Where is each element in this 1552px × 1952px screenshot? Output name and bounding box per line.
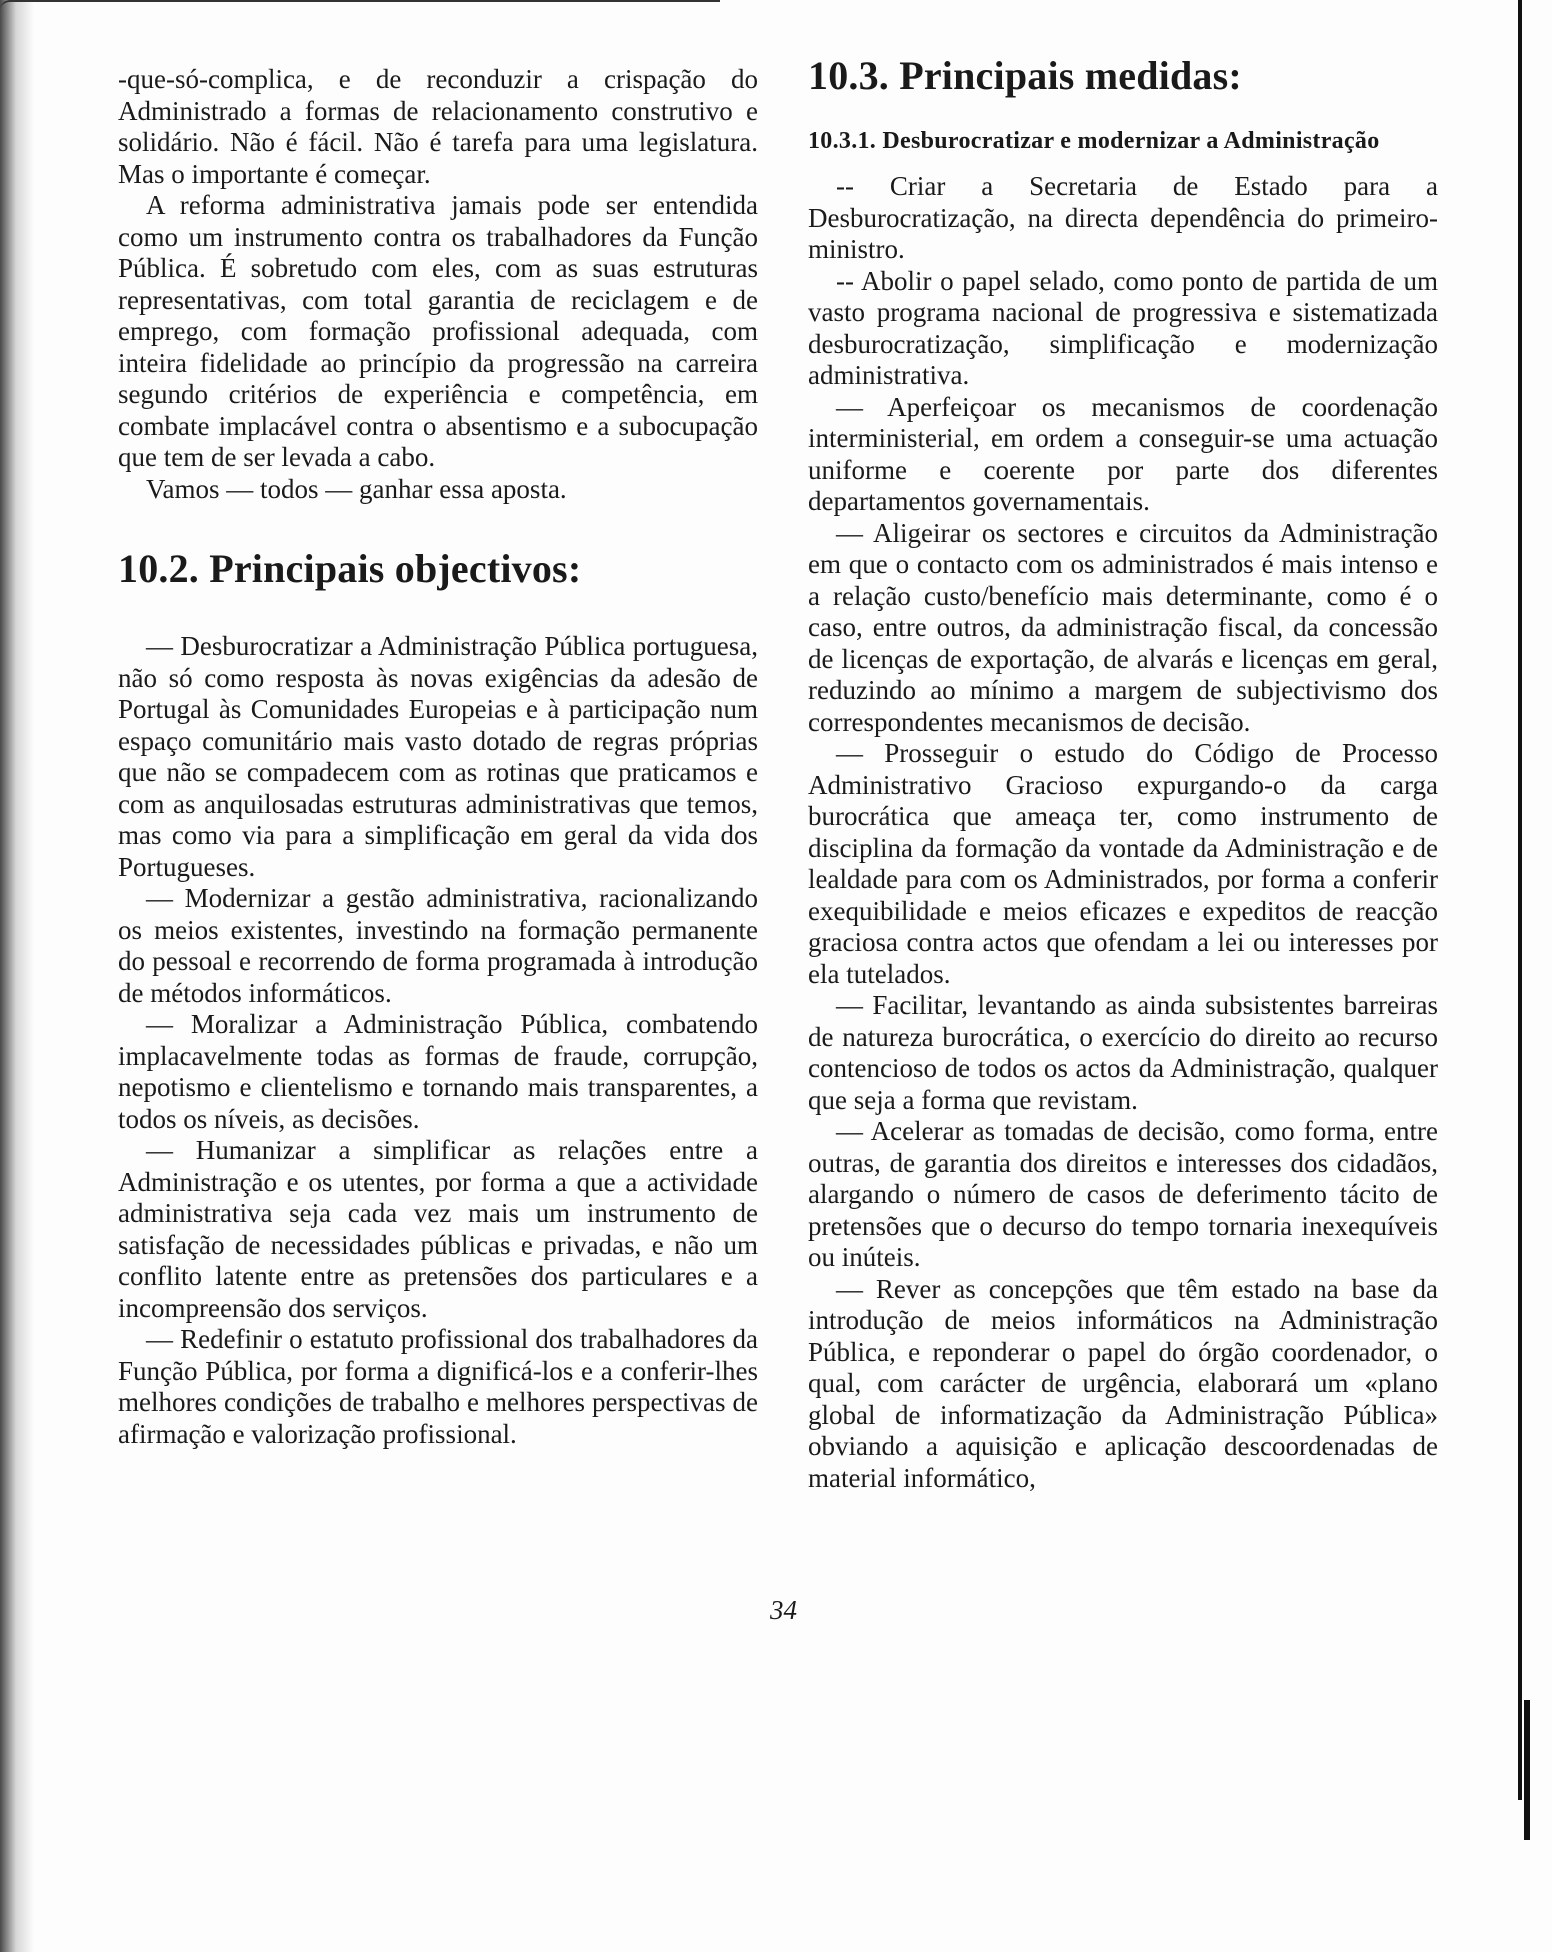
measure-item: — Aligeirar os sectores e circuitos da Administração em que o contacto com os administrados é mais intenso e a relação custo/benefício mais determinante, como é o caso, entre outros, da administração fiscal, da concessão de licenças de exportação, de alvarás e licenças em geral, reduzindo ao mínimo a margem de subjectivismo dos correspondentes mecanismos de decisão. (808, 517, 1438, 737)
scan-right-edge-line (1518, 0, 1522, 1800)
right-column (808, 52, 1438, 1494)
measure-item: -- Abolir o papel selado, como ponto de partida de um vasto programa nacional de progressiva e sistematizada desburocratização, simplificação e modernização administrativa. (808, 265, 1438, 390)
section-heading-measures: 10.3. Principais medidas: (808, 53, 1242, 98)
scan-right-edge-mark (1524, 1700, 1530, 1840)
objective-item: — Redefinir o estatuto profissional dos trabalhadores da Função Pública, por forma a dignificá-los e a conferir-lhes melhores condições de trabalho e melhores perspectivas de afirmação e valorização profissional. (118, 1324, 758, 1449)
scan-left-edge-shadow (0, 0, 34, 1952)
measure-item: — Rever as concepções que têm estado na base da introdução de meios informáticos na Administração Pública, e reponderar o papel do órgão coordenador, o qual, com carácter de urgência, elaborará um «plano global de informatização da Administração Pública» obviando a aquisição e aplicação descoordenadas de material informático, (808, 1273, 1438, 1493)
measure-item: — Facilitar, levantando as ainda subsistentes barreiras de natureza burocrática, o exercício do direito ao recurso contencioso de todos os actos da Administração, qualquer que seja a forma que revistam. (808, 990, 1438, 1115)
scan-top-edge (0, 0, 720, 10)
measure-item: — Aperfeiçoar os mecanismos de coordenação interministerial, em ordem a conseguir-se uma actuação uniforme e coerente por parte dos diferentes departamentos governamentais. (808, 391, 1438, 516)
objective-item: — Humanizar a simplificar as relações entre a Administração e os utentes, por forma a que a actividade administrativa seja cada vez mais um instrumento de satisfação de necessidades públicas e privadas, e não um conflito latente entre as pretensões dos particulares e a incompreensão dos serviços. (118, 1135, 758, 1323)
measure-item: -- Criar a Secretaria de Estado para a Desburocratização, na directa dependência do primeiro-ministro. (808, 171, 1438, 264)
objective-item: — Moralizar a Administração Pública, combatendo implacavelmente todas as formas de fraude, corrupção, nepotismo e clientelismo e tornando mais transparentes, a todos os níveis, as decisões. (118, 1009, 758, 1134)
objective-item: — Modernizar a gestão administrativa, racionalizando os meios existentes, investindo na formação permanente do pessoal e recorrendo de forma programada à introdução de métodos informáticos. (118, 883, 758, 1008)
section-heading-objectives: 10.2. Principais objectivos: (118, 546, 582, 591)
page-number: 34 (770, 1595, 797, 1625)
intro-paragraph: Vamos — todos — ganhar essa aposta. (146, 473, 567, 504)
subsection-heading: 10.3.1. Desburocratizar e modernizar a Administração (808, 128, 1380, 154)
measure-item: — Prosseguir o estudo do Código de Processo Administrativo Gracioso expurgando-o da carga burocrática que ameaça ter, como instrumento de disciplina da formação da vontade da Administração e de lealdade para com os Administrados, por forma a conferir exequibilidade e meios eficazes e expeditos de reacção graciosa contra actos que ofendam a lei ou interesses por ela tutelados. (808, 738, 1438, 989)
left-column (118, 64, 758, 1450)
objective-item: — Desburocratizar a Administração Pública portuguesa, não só como resposta às novas exigências da adesão de Portugal às Comunidades Europeias e à participação num espaço comunitário mais vasto dotado de regras próprias que não se compadecem com as rotinas que praticamos e com as anquilosadas estruturas administrativas que temos, mas como via para a simplificação em geral da vida dos Portugueses. (118, 631, 758, 882)
intro-paragraph: A reforma administrativa jamais pode ser entendida como um instrumento contra os trabalhadores da Função Pública. É sobretudo com eles, com as suas estruturas representativas, com total garantia de reciclagem e de emprego, com formação profissional adequada, com inteira fidelidade ao princípio da progressão na carreira segundo critérios de experiência e competência, em combate implacável contra o absentismo e a subocupação que tem de ser levada a cabo. (118, 190, 758, 472)
intro-paragraph: -que-só-complica, e de reconduzir a crispação do Administrado a formas de relacionamento construtivo e solidário. Não é fácil. Não é tarefa para uma legislatura. Mas o importante é começar. (118, 64, 758, 189)
measure-item: — Acelerar as tomadas de decisão, como forma, entre outras, de garantia dos direitos e interesses dos cidadãos, alargando o número de casos de deferimento tácito de pretensões que o decurso do tempo tornaria inexequíveis ou inúteis. (808, 1116, 1438, 1272)
